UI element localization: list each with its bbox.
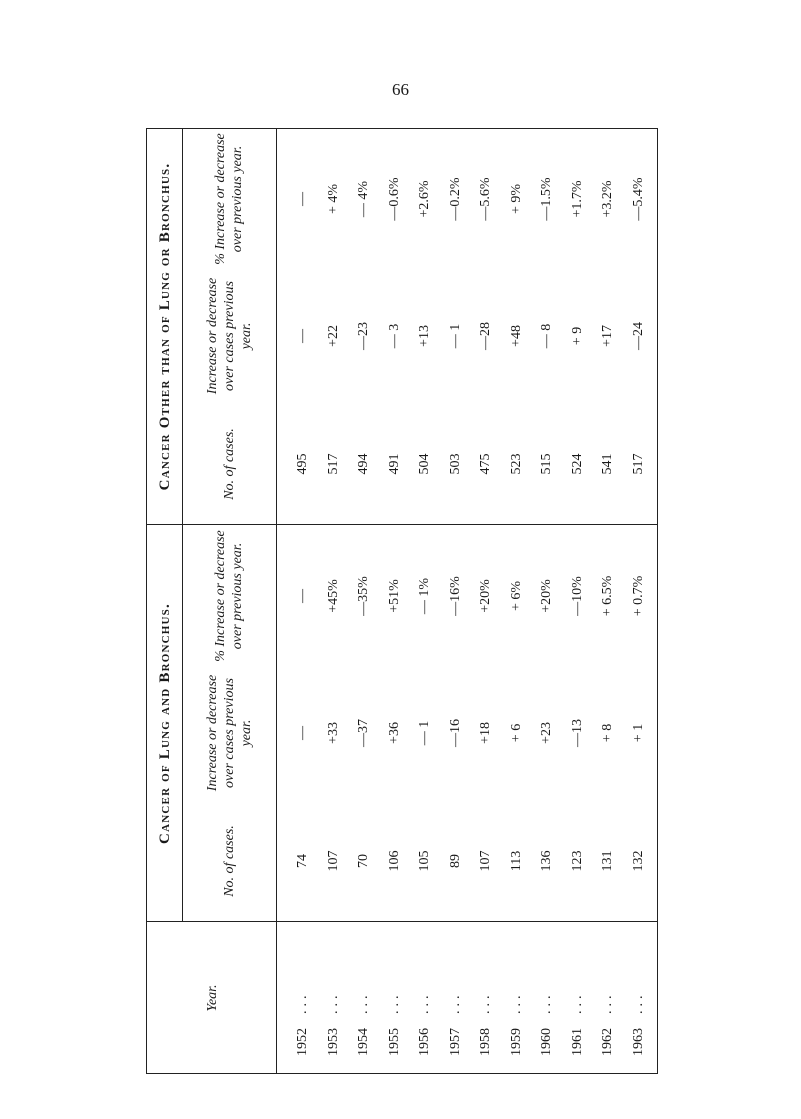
table-row [439,128,473,1074]
cell-lung-change [378,668,412,798]
cell-other-cases [439,409,473,519]
cell-lung-percent [347,530,381,662]
cell-lung-change-value: + 6 [508,723,524,743]
cell-other-cases-value: 503 [447,453,463,475]
cell-other-cases [469,409,503,519]
cell-lung-cases [408,806,442,916]
leader-dots: ... [508,991,524,1014]
cell-other-percent [622,133,656,265]
cell-lung-cases-value: 74 [295,854,310,868]
cell-lung-cases [469,806,503,916]
cell-other-cases-value: 494 [356,453,371,475]
cell-lung-percent-value: —16% [447,576,463,616]
table-row [561,128,595,1074]
table-row [500,128,534,1074]
cell-other-percent-value: —1.5% [539,177,554,221]
cell-lung-change-value: — 1 [417,720,432,746]
cell-other-change [530,271,564,401]
cell-other-cases [561,409,595,519]
cell-year-value: 1959 [508,1028,524,1056]
cell-other-change-value: —24 [630,322,646,350]
cell-other-change [591,271,625,401]
cell-lung-cases [439,806,473,916]
cell-lung-cases-value: 113 [508,850,524,872]
cell-other-change [500,271,534,401]
cell-year-value: 1955 [386,1028,402,1056]
cell-other-cases [378,409,412,519]
cell-other-percent [561,133,595,265]
cell-other-change-value: —23 [356,322,371,350]
cell-other-cases [347,409,381,519]
cell-lung-cases [378,806,412,916]
cell-other-percent [347,133,381,265]
cell-lung-percent-value: —35% [356,576,371,616]
cell-other-percent-value: —0.2% [447,177,463,221]
cell-other-change-value: — [295,329,310,343]
cell-year-value: 1953 [325,1028,341,1056]
cell-lung-percent-value: +20% [478,579,493,613]
cell-lung-cases-value: 107 [478,850,493,872]
cell-other-percent [408,133,442,265]
cell-lung-cases [347,806,381,916]
cell-lung-change [408,668,442,798]
header-lung-percent: % Increase or decrease over previous year. [213,530,245,662]
cancer-statistics-table [146,128,658,1074]
cell-year [561,922,595,1074]
cell-other-percent [469,133,503,265]
cell-lung-change-value: —37 [356,719,371,747]
cell-lung-cases-value: 136 [539,850,554,872]
cell-lung-cases-value: 131 [600,850,615,872]
leader-dots: ... [600,991,615,1014]
header-year: Year. [204,984,220,1012]
cell-other-percent [439,133,473,265]
header-lung-cases: No. of cases. [221,825,237,897]
cell-lung-percent-value: +51% [386,579,402,613]
cell-other-change-value: +22 [325,325,341,347]
cell-lung-change-value: —16 [447,719,463,747]
cell-other-cases-value: 517 [325,453,341,475]
cell-other-percent [591,133,625,265]
leader-dots: ... [630,991,646,1014]
cell-year-value: 1961 [569,1028,585,1056]
cell-other-percent-value: +2.6% [417,180,432,218]
table-row [408,128,442,1074]
cell-other-change [347,271,381,401]
cell-other-percent-value: +1.7% [569,180,585,218]
cell-lung-cases [500,806,534,916]
cell-year-value: 1963 [630,1028,646,1056]
cell-other-percent-value: —5.6% [478,177,493,221]
cell-lung-cases [286,806,320,916]
cell-other-cases [500,409,534,519]
cell-other-change-value: +48 [508,325,524,347]
section-title-other: Cancer Other than of Lung or Bronchus. [157,162,173,491]
leader-dots: ... [539,991,554,1014]
cell-lung-percent-value: +45% [325,579,341,613]
cell-other-change-value: +17 [600,325,615,347]
cell-lung-change-value: — [295,726,310,740]
cell-year [591,922,625,1074]
cell-lung-percent-value: + 0.7% [630,575,646,617]
header-lung-change: Increase or decrease over cases previous year. [204,674,254,792]
cell-year [378,922,412,1074]
cell-lung-percent [561,530,595,662]
cell-other-cases [317,409,351,519]
cell-other-cases-value: 495 [295,453,310,475]
cell-lung-percent-value: — 1% [417,577,432,615]
cell-other-change [378,271,412,401]
cell-other-cases [530,409,564,519]
cell-lung-cases-value: 106 [386,850,402,872]
cell-other-change [439,271,473,401]
cell-other-cases-value: 491 [386,453,402,475]
cell-lung-percent [286,530,320,662]
cell-year-value: 1958 [478,1028,493,1056]
cell-other-cases [408,409,442,519]
cell-other-change-value: —28 [478,322,493,350]
cell-other-percent-value: + 4% [325,183,341,215]
cell-year [286,922,320,1074]
cell-lung-cases-value: 70 [356,854,371,868]
cell-other-cases-value: 475 [478,453,493,475]
page-number: 66 [392,80,409,99]
cell-lung-cases [530,806,564,916]
cell-lung-change-value: + 8 [600,723,615,743]
table-row [378,128,412,1074]
cell-lung-change-value: +33 [325,722,341,744]
cell-year-value: 1956 [417,1028,432,1056]
table-row [530,128,564,1074]
cell-other-percent [530,133,564,265]
cell-other-percent-value: +3.2% [600,180,615,218]
cell-lung-change [530,668,564,798]
cell-lung-change-value: —13 [569,719,585,747]
cell-lung-percent-value: + 6.5% [600,575,615,617]
cell-other-cases-value: 515 [539,453,554,475]
table-row [591,128,625,1074]
cell-lung-change [317,668,351,798]
cell-lung-change-value: +18 [478,722,493,744]
cell-other-cases-value: 517 [630,453,646,475]
cell-other-percent-value: + 9% [508,183,524,215]
cell-other-cases-value: 524 [569,453,585,475]
cell-other-percent [378,133,412,265]
cell-lung-percent [591,530,625,662]
table-rotated-body [146,128,658,1074]
cell-other-cases-value: 523 [508,453,524,475]
cell-other-cases-value: 504 [417,453,432,475]
cell-other-change-value: — 3 [386,323,402,349]
cell-lung-change [347,668,381,798]
cell-year-value: 1960 [539,1028,554,1056]
cell-lung-percent-value: — [295,589,310,603]
cell-year [469,922,503,1074]
leader-dots: ... [356,991,371,1014]
table-row [347,128,381,1074]
cell-lung-cases [317,806,351,916]
leader-dots: ... [478,991,493,1014]
cell-lung-percent-value: —10% [569,576,585,616]
rule-header-bottom [276,128,277,1074]
cell-lung-percent [317,530,351,662]
cell-lung-percent [500,530,534,662]
cell-lung-cases-value: 132 [630,850,646,872]
cell-other-percent [500,133,534,265]
cell-year [622,922,656,1074]
cell-other-percent-value: —5.4% [630,177,646,221]
table-row [317,128,351,1074]
cell-lung-cases [622,806,656,916]
cell-lung-change-value: +23 [539,722,554,744]
cell-lung-cases [561,806,595,916]
cell-lung-change-value: + 1 [630,723,646,743]
cell-lung-percent-value: +20% [539,579,554,613]
cell-other-change [317,271,351,401]
cell-other-change [622,271,656,401]
cell-other-cases [591,409,625,519]
cell-year-value: 1957 [447,1028,463,1056]
cell-other-cases [286,409,320,519]
cell-lung-cases [591,806,625,916]
cell-lung-percent-value: + 6% [508,580,524,612]
leader-dots: ... [447,991,463,1014]
cell-year-value: 1954 [356,1028,371,1056]
cell-year-value: 1962 [600,1028,615,1056]
rule-section-title-bottom [182,128,183,922]
header-other-change: Increase or decrease over cases previous year. [204,277,254,395]
cell-other-change [408,271,442,401]
cell-other-change-value: + 9 [569,326,585,346]
cell-other-change [469,271,503,401]
cell-year [500,922,534,1074]
cell-lung-change [469,668,503,798]
cell-lung-percent [622,530,656,662]
cell-other-percent-value: — 4% [356,180,371,218]
cell-lung-change [500,668,534,798]
cell-lung-cases-value: 105 [417,850,432,872]
header-other-cases: No. of cases. [221,428,237,500]
cell-other-cases-value: 541 [600,453,615,475]
cell-lung-cases-value: 89 [447,854,463,868]
leader-dots: ... [295,991,310,1014]
section-title-lung: Cancer of Lung and Bronchus. [157,603,173,844]
table-row [469,128,503,1074]
cell-other-change-value: — 8 [539,323,554,349]
cell-lung-change [591,668,625,798]
table-row [286,128,320,1074]
cell-year [439,922,473,1074]
cell-other-percent [317,133,351,265]
cell-lung-cases-value: 107 [325,850,341,872]
cell-other-change-value: — 1 [447,323,463,349]
cell-lung-change [286,668,320,798]
cell-year [530,922,564,1074]
cell-other-change-value: +13 [417,325,432,347]
cell-lung-percent [469,530,503,662]
cell-lung-percent [439,530,473,662]
leader-dots: ... [417,991,432,1014]
cell-other-percent-value: — [295,192,310,206]
cell-lung-change [622,668,656,798]
header-other-percent: % Increase or decrease over previous year. [213,133,245,265]
cell-other-change [286,271,320,401]
cell-lung-percent [530,530,564,662]
cell-lung-change [561,668,595,798]
cell-year-value: 1952 [295,1028,310,1056]
leader-dots: ... [569,991,585,1014]
cell-lung-cases-value: 123 [569,850,585,872]
cell-other-cases [622,409,656,519]
cell-year [347,922,381,1074]
cell-other-percent-value: —0.6% [386,177,402,221]
cell-year [317,922,351,1074]
cell-other-change [561,271,595,401]
cell-lung-change [439,668,473,798]
table-row [622,128,656,1074]
leader-dots: ... [325,991,341,1014]
leader-dots: ... [386,991,402,1014]
cell-year [408,922,442,1074]
cell-other-percent [286,133,320,265]
cell-lung-percent [378,530,412,662]
cell-lung-change-value: +36 [386,722,402,744]
cell-lung-percent [408,530,442,662]
